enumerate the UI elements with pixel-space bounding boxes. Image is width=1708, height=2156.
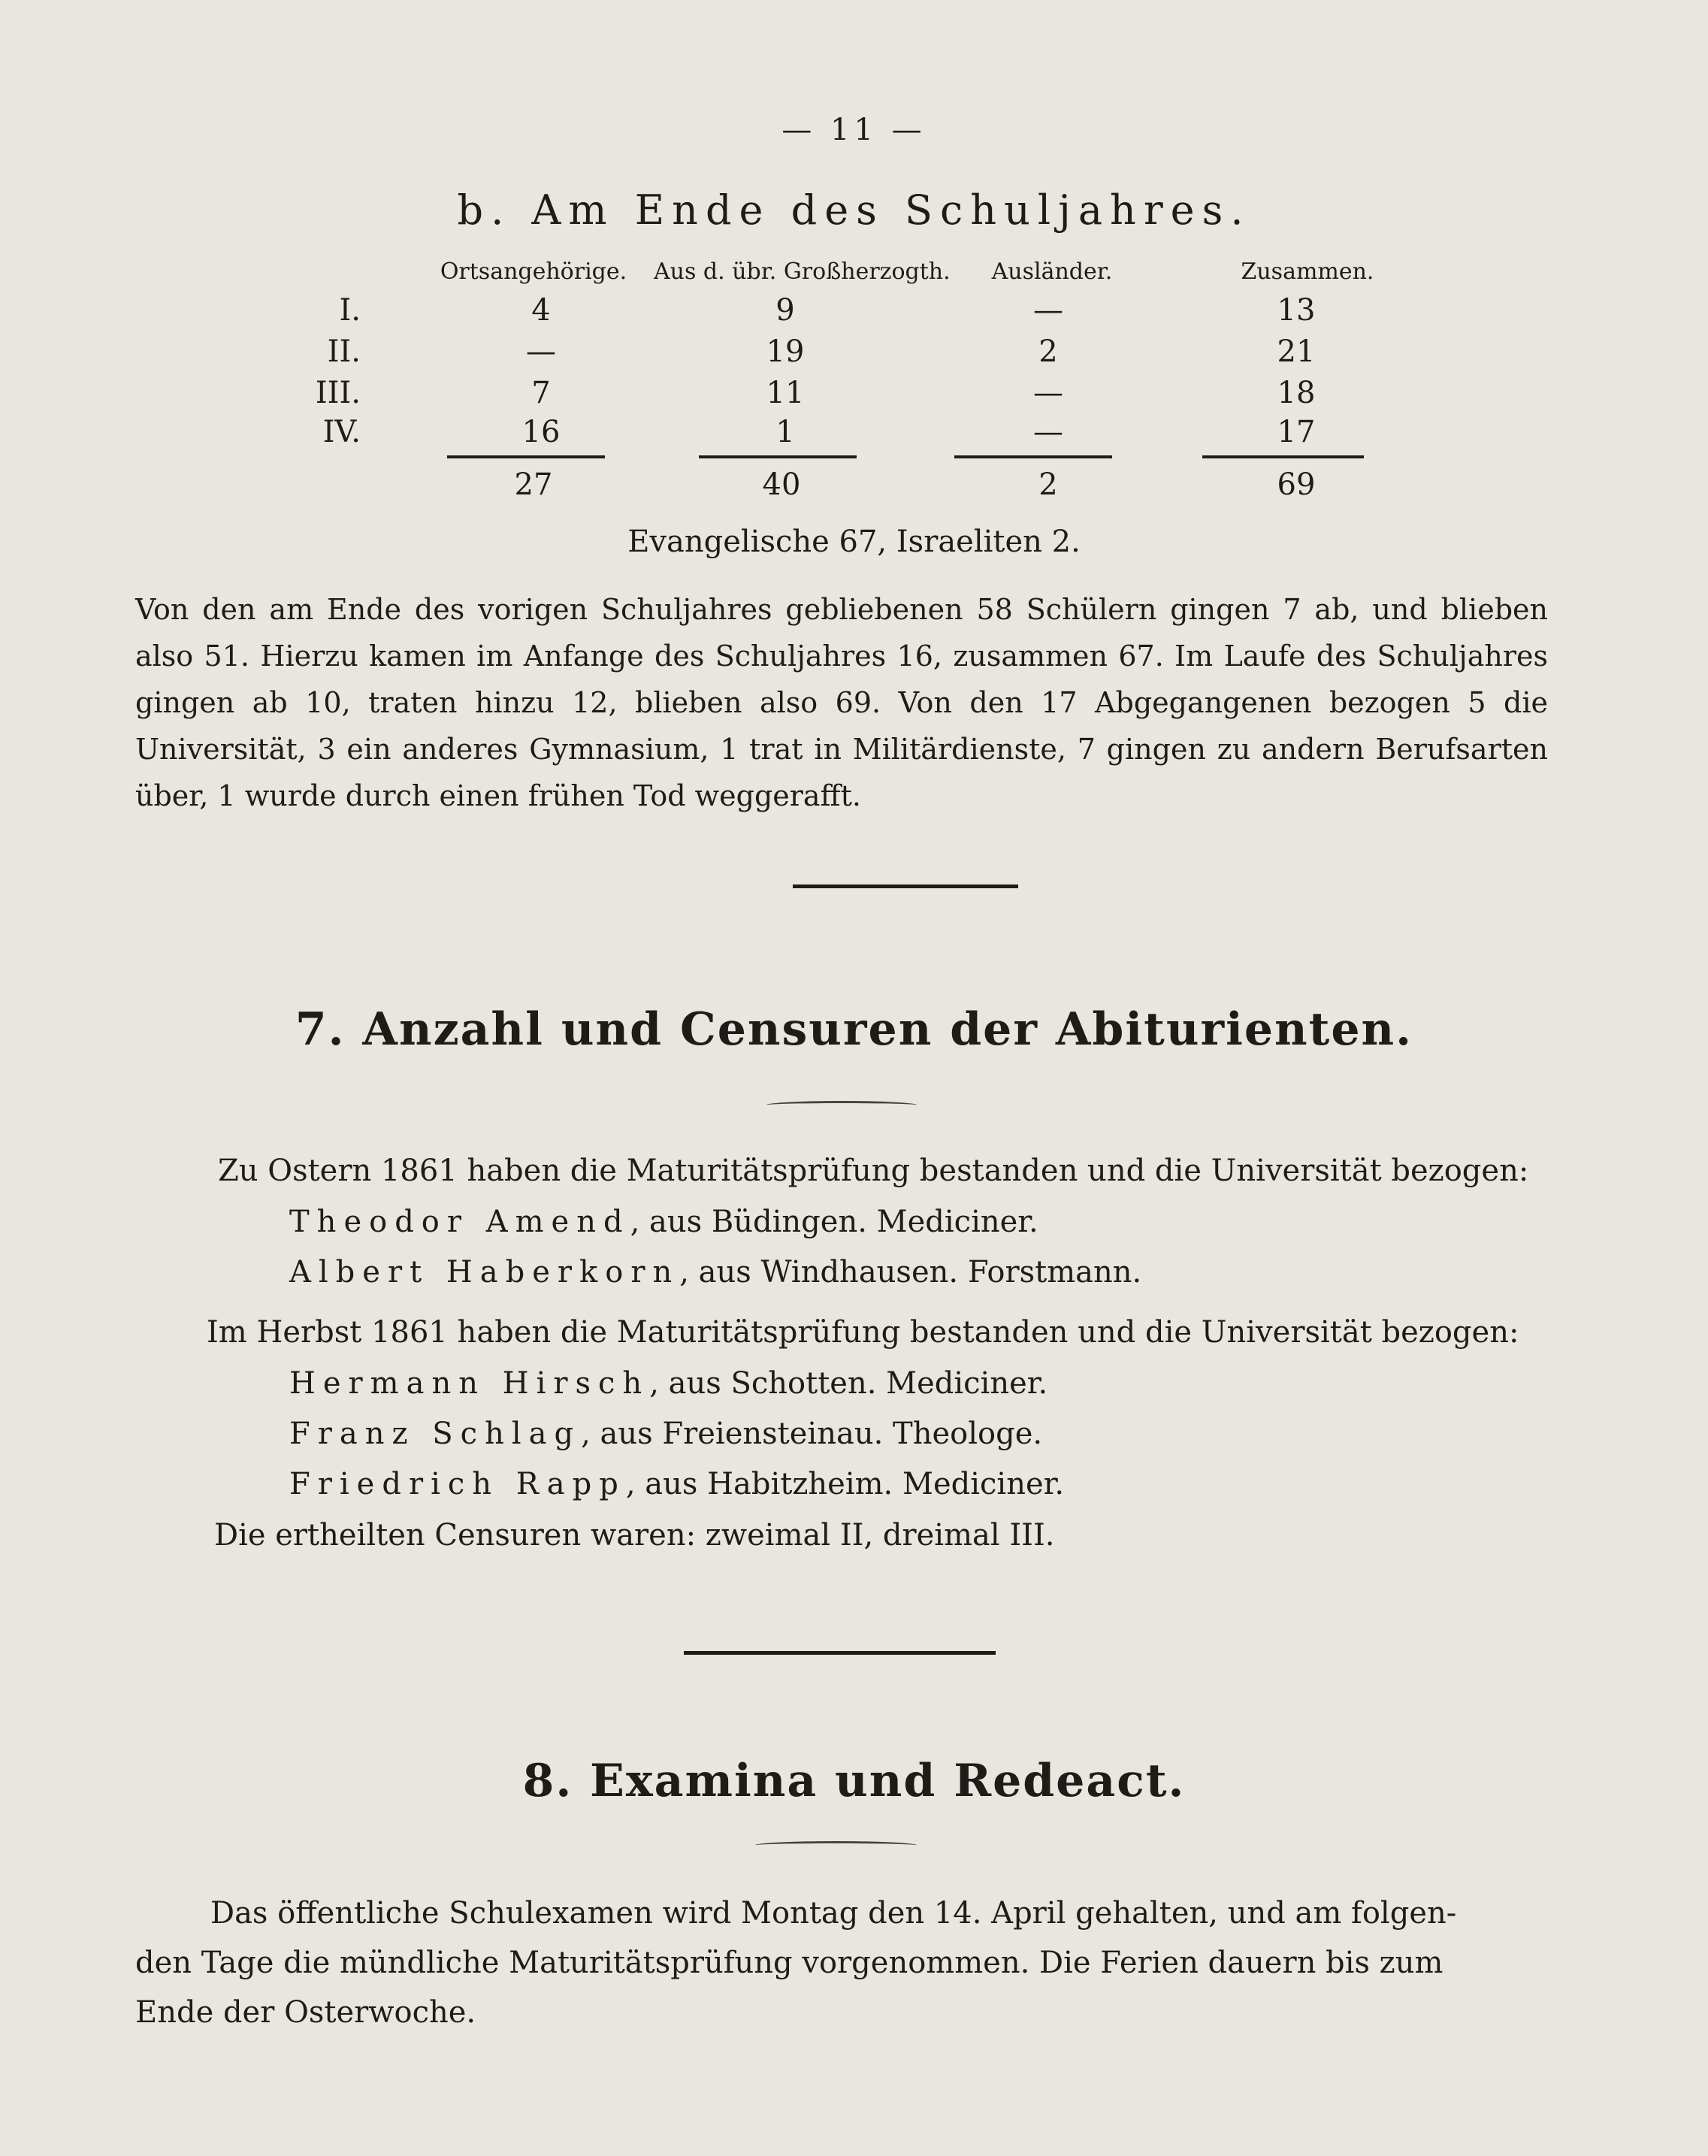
table-cell: 11 (766, 376, 805, 410)
total-cell: 69 (1277, 467, 1316, 502)
student-details: , aus Schotten. Mediciner. (649, 1366, 1048, 1401)
column-header-foreigners: Ausländer. (991, 259, 1113, 285)
page-number: — 11 — (781, 113, 927, 147)
student-name: Friedrich Rapp (289, 1467, 626, 1501)
exam-text-line: Das öffentliche Schulexamen wird Montag den 14. April gehalten, und am folgen- (210, 1896, 1457, 1931)
ornament-wave (766, 1101, 917, 1109)
total-cell: 40 (762, 467, 801, 502)
table-cell: 21 (1277, 334, 1316, 369)
table-title: b. Am Ende des Schuljahres. (457, 186, 1251, 234)
table-cell: 7 (531, 376, 551, 410)
easter-intro: Zu Ostern 1861 haben die Maturitätsprüfung bestanden und die Universität bezogen: (218, 1154, 1529, 1188)
row-label-1: I. (339, 293, 361, 328)
exam-text-line: Ende der Osterwoche. (135, 1995, 476, 2030)
table-cell: 2 (1038, 334, 1058, 369)
table-cell: — (1033, 415, 1063, 449)
table-cell: — (526, 334, 556, 369)
section-8-title: 8. Examina und Redeact. (522, 1755, 1186, 1807)
table-cell: 13 (1277, 293, 1316, 328)
section-7-title: 7. Anzahl und Censuren der Abiturienten. (295, 1003, 1413, 1056)
row-label-4: IV. (322, 415, 361, 449)
student-details: , aus Freiensteinau. Theologe. (581, 1417, 1043, 1451)
sum-rule (1202, 455, 1364, 458)
enrollment-paragraph: Von den am Ende des vorigen Schuljahres gebliebenen 58 Schülern gingen 7 ab, und blieben also 51. Hierzu kamen im Anfange des Schuljahres 16, zusammen 67. Im Laufe des Schuljahres gingen ab 10, traten hinzu 12, blieben also 69. Von den 17 Abgegangenen bezogen 5 die Universität, 3 ein anderes Gymnasium, 1 trat in Militärdienste, 7 gingen zu andern Berufsarten über, 1 wurde durch einen frühen Tod weggerafft. (135, 593, 1548, 812)
row-label-2: II. (327, 334, 361, 369)
total-cell: 2 (1038, 467, 1058, 502)
table-cell: — (1033, 293, 1063, 328)
column-header-local: Ortsangehörige. (440, 259, 627, 285)
table-cell: 1 (775, 415, 795, 449)
section-divider (793, 884, 1018, 888)
student-details: , aus Büdingen. Mediciner. (630, 1205, 1038, 1239)
column-header-total: Zusammen. (1241, 259, 1374, 285)
column-header-other-grand-duchy: Aus d. übr. Großherzogth. (654, 259, 951, 285)
student-details: , aus Windhausen. Forstmann. (679, 1255, 1142, 1290)
student-name: Hermann Hirsch (289, 1366, 650, 1401)
table-cell: 18 (1277, 376, 1316, 410)
autumn-intro: Im Herbst 1861 haben die Maturitätsprüfung bestanden und die Universität bezogen: (207, 1315, 1519, 1350)
total-cell: 27 (514, 467, 553, 502)
student-line (289, 1467, 1064, 1501)
row-label-3: III. (315, 376, 361, 410)
table-cell: 19 (766, 334, 805, 369)
student-line (289, 1255, 1141, 1290)
table-cell: — (1033, 376, 1063, 410)
student-line (289, 1417, 1042, 1451)
table-cell: 4 (531, 293, 551, 328)
sum-rule (699, 455, 857, 458)
grades-line: Die ertheilten Censuren waren: zweimal II, dreimal III. (214, 1518, 1055, 1553)
sum-rule (954, 455, 1112, 458)
table-cell: 16 (521, 415, 561, 449)
student-line (289, 1205, 1038, 1239)
table-cell: 9 (775, 293, 795, 328)
exam-text-line: den Tage die mündliche Maturitätsprüfung vorgenommen. Die Ferien dauern bis zum (135, 1946, 1443, 1980)
table-cell: 17 (1277, 415, 1316, 449)
student-details: , aus Habitzheim. Mediciner. (625, 1467, 1065, 1501)
section-divider (684, 1651, 996, 1655)
religion-note: Evangelische 67, Israeliten 2. (627, 525, 1081, 559)
student-line (289, 1366, 1047, 1401)
sum-rule (447, 455, 605, 458)
student-name: Theodor Amend (289, 1205, 630, 1239)
student-name: Albert Haberkorn (289, 1255, 680, 1290)
student-name: Franz Schlag (289, 1417, 582, 1451)
ornament-wave (755, 1841, 917, 1849)
